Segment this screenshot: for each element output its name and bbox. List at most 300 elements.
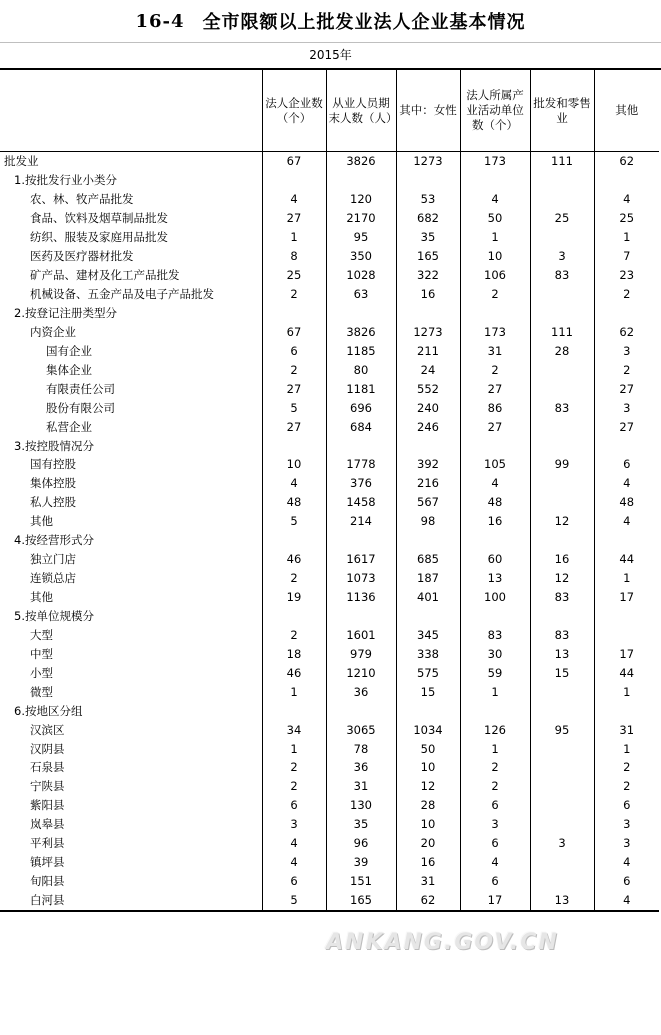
table-row bbox=[0, 834, 659, 853]
table-row bbox=[0, 644, 659, 663]
title-divider bbox=[0, 42, 661, 43]
table-cell: 173 bbox=[460, 152, 530, 171]
table-cell: 35 bbox=[396, 228, 460, 247]
column-header: 其中：女性 bbox=[396, 70, 460, 152]
table-cell: 1136 bbox=[326, 588, 396, 607]
table-cell: 1 bbox=[262, 682, 326, 701]
table-cell: 211 bbox=[396, 341, 460, 360]
table-cell: 6 bbox=[262, 872, 326, 891]
table-cell bbox=[460, 607, 530, 626]
table-row bbox=[0, 758, 659, 777]
table-cell: 1778 bbox=[326, 455, 396, 474]
table-cell: 4 bbox=[460, 853, 530, 872]
row-label: 其他 bbox=[30, 590, 53, 605]
row-label: 内资企业 bbox=[30, 324, 76, 339]
table-cell: 16 bbox=[396, 285, 460, 304]
table-cell: 173 bbox=[460, 322, 530, 341]
table-cell: 67 bbox=[262, 152, 326, 171]
table-cell bbox=[262, 304, 326, 323]
table-cell bbox=[460, 171, 530, 190]
table-cell: 25 bbox=[594, 209, 659, 228]
row-label: 白河县 bbox=[0, 891, 262, 911]
table-cell: 105 bbox=[460, 455, 530, 474]
table-cell: 4 bbox=[594, 190, 659, 209]
table-cell: 53 bbox=[396, 190, 460, 209]
table-cell: 682 bbox=[396, 209, 460, 228]
table-cell: 1034 bbox=[396, 720, 460, 739]
table-cell: 130 bbox=[326, 796, 396, 815]
table-cell: 2 bbox=[460, 285, 530, 304]
table-cell: 83 bbox=[530, 266, 594, 285]
table-cell: 50 bbox=[460, 209, 530, 228]
table-cell: 16 bbox=[530, 550, 594, 569]
table-cell: 59 bbox=[460, 663, 530, 682]
table-cell: 27 bbox=[460, 417, 530, 436]
table-cell: 696 bbox=[326, 398, 396, 417]
table-cell: 1458 bbox=[326, 493, 396, 512]
table-cell: 3065 bbox=[326, 720, 396, 739]
table-cell bbox=[530, 682, 594, 701]
row-label: 紫阳县 bbox=[30, 798, 65, 813]
table-row bbox=[0, 739, 659, 758]
table-cell bbox=[530, 493, 594, 512]
table-row bbox=[0, 190, 659, 209]
row-label: 国有企业 bbox=[46, 343, 92, 358]
table-cell: 83 bbox=[530, 588, 594, 607]
table-cell: 3 bbox=[530, 247, 594, 266]
table-cell bbox=[262, 531, 326, 550]
table-cell: 3 bbox=[530, 834, 594, 853]
row-label: 岚皋县 bbox=[30, 817, 65, 832]
table-cell: 2 bbox=[460, 758, 530, 777]
table-cell: 15 bbox=[530, 663, 594, 682]
table-cell: 5 bbox=[262, 398, 326, 417]
table-row bbox=[0, 455, 659, 474]
table-cell bbox=[326, 171, 396, 190]
table-cell: 126 bbox=[460, 720, 530, 739]
row-label: 其他 bbox=[30, 514, 53, 529]
table-cell: 7 bbox=[594, 247, 659, 266]
table-cell: 13 bbox=[530, 891, 594, 911]
table-cell: 1 bbox=[262, 739, 326, 758]
table-cell: 12 bbox=[530, 512, 594, 531]
table-cell: 17 bbox=[594, 644, 659, 663]
row-label: 集体控股 bbox=[30, 476, 76, 491]
table-cell: 246 bbox=[396, 417, 460, 436]
table-cell: 19 bbox=[262, 588, 326, 607]
table-cell: 2 bbox=[262, 569, 326, 588]
table-row bbox=[0, 266, 659, 285]
table-cell: 4 bbox=[262, 190, 326, 209]
statistics-table bbox=[0, 70, 659, 912]
table-row bbox=[0, 569, 659, 588]
table-row bbox=[0, 152, 659, 171]
table-cell: 27 bbox=[594, 379, 659, 398]
table-cell: 48 bbox=[594, 493, 659, 512]
table-body bbox=[0, 152, 659, 911]
table-cell bbox=[396, 701, 460, 720]
table-cell bbox=[530, 758, 594, 777]
table-cell: 575 bbox=[396, 663, 460, 682]
row-label: 微型 bbox=[30, 684, 53, 699]
table-cell: 39 bbox=[326, 853, 396, 872]
row-label: 集体企业 bbox=[46, 362, 92, 377]
table-cell: 3 bbox=[594, 341, 659, 360]
table-cell: 322 bbox=[396, 266, 460, 285]
table-row bbox=[0, 228, 659, 247]
table-cell: 95 bbox=[530, 720, 594, 739]
table-cell bbox=[594, 171, 659, 190]
table-cell: 10 bbox=[262, 455, 326, 474]
table-cell bbox=[530, 815, 594, 834]
table-cell: 35 bbox=[326, 815, 396, 834]
table-row bbox=[0, 720, 659, 739]
table-cell: 83 bbox=[530, 398, 594, 417]
table-cell: 25 bbox=[262, 266, 326, 285]
table-cell: 6 bbox=[594, 872, 659, 891]
table-row bbox=[0, 171, 659, 190]
row-label: 私人控股 bbox=[30, 495, 76, 510]
table-cell: 2170 bbox=[326, 209, 396, 228]
table-cell: 6 bbox=[262, 341, 326, 360]
table-row bbox=[0, 247, 659, 266]
table-cell: 6 bbox=[262, 796, 326, 815]
table-cell: 12 bbox=[530, 569, 594, 588]
table-row bbox=[0, 341, 659, 360]
table-cell: 83 bbox=[460, 625, 530, 644]
table-cell bbox=[594, 304, 659, 323]
table-cell: 1 bbox=[262, 228, 326, 247]
table-cell: 1273 bbox=[396, 152, 460, 171]
table-cell: 10 bbox=[396, 758, 460, 777]
table-cell: 27 bbox=[262, 379, 326, 398]
table-cell: 3826 bbox=[326, 152, 396, 171]
table-cell: 6 bbox=[460, 834, 530, 853]
table-cell: 46 bbox=[262, 663, 326, 682]
row-label: 机械设备、五金产品及电子产品批发 bbox=[30, 287, 214, 302]
row-label: 国有控股 bbox=[30, 457, 76, 472]
table-cell: 1601 bbox=[326, 625, 396, 644]
column-header: 法人所属产业活动单位数（个） bbox=[460, 70, 530, 152]
table-cell bbox=[530, 417, 594, 436]
table-cell: 401 bbox=[396, 588, 460, 607]
table-cell: 78 bbox=[326, 739, 396, 758]
table-cell bbox=[326, 304, 396, 323]
row-label: 大型 bbox=[30, 627, 53, 642]
table-cell: 12 bbox=[396, 777, 460, 796]
table-cell: 46 bbox=[262, 550, 326, 569]
table-cell: 62 bbox=[594, 152, 659, 171]
table-cell: 6 bbox=[594, 455, 659, 474]
row-label: 批发业 bbox=[4, 154, 39, 169]
table-cell: 83 bbox=[530, 625, 594, 644]
table-cell: 685 bbox=[396, 550, 460, 569]
table-cell: 1 bbox=[594, 228, 659, 247]
table-row bbox=[0, 322, 659, 341]
table-cell bbox=[530, 285, 594, 304]
table-cell: 30 bbox=[460, 644, 530, 663]
table-cell: 111 bbox=[530, 152, 594, 171]
table-cell: 106 bbox=[460, 266, 530, 285]
table-cell: 4 bbox=[594, 853, 659, 872]
table-cell: 34 bbox=[262, 720, 326, 739]
table-row bbox=[0, 285, 659, 304]
table-cell: 27 bbox=[460, 379, 530, 398]
table-cell: 31 bbox=[396, 872, 460, 891]
row-label: 汉滨区 bbox=[30, 722, 65, 737]
table-cell: 1 bbox=[460, 682, 530, 701]
table-cell: 36 bbox=[326, 758, 396, 777]
table-cell: 5 bbox=[262, 512, 326, 531]
row-label: 食品、饮料及烟草制品批发 bbox=[30, 211, 168, 226]
table-cell bbox=[530, 872, 594, 891]
table-cell bbox=[326, 436, 396, 455]
table-cell: 13 bbox=[460, 569, 530, 588]
table-cell bbox=[530, 777, 594, 796]
table-cell bbox=[530, 739, 594, 758]
table-cell: 165 bbox=[326, 891, 396, 911]
table-cell: 2 bbox=[594, 285, 659, 304]
table-cell: 31 bbox=[460, 341, 530, 360]
row-label: 纺织、服装及家庭用品批发 bbox=[30, 230, 168, 245]
table-cell bbox=[460, 531, 530, 550]
table-cell: 3 bbox=[594, 834, 659, 853]
table-row bbox=[0, 872, 659, 891]
table-cell: 979 bbox=[326, 644, 396, 663]
table-cell: 31 bbox=[326, 777, 396, 796]
table-cell: 240 bbox=[396, 398, 460, 417]
table-cell: 2 bbox=[594, 758, 659, 777]
table-cell: 4 bbox=[594, 474, 659, 493]
table-cell: 111 bbox=[530, 322, 594, 341]
table-cell: 1617 bbox=[326, 550, 396, 569]
table-cell bbox=[530, 853, 594, 872]
table-cell bbox=[530, 379, 594, 398]
table-cell bbox=[262, 436, 326, 455]
column-header: 从业人员期末人数（人） bbox=[326, 70, 396, 152]
table-cell bbox=[594, 436, 659, 455]
table-cell: 1 bbox=[594, 569, 659, 588]
table-cell: 96 bbox=[326, 834, 396, 853]
table-number: 16-4 bbox=[135, 10, 185, 32]
title-text: 全市限额以上批发业法人企业基本情况 bbox=[202, 12, 526, 33]
table-cell: 48 bbox=[262, 493, 326, 512]
row-label: 中型 bbox=[30, 646, 53, 661]
table-cell bbox=[530, 607, 594, 626]
table-cell: 4 bbox=[262, 834, 326, 853]
table-cell: 1028 bbox=[326, 266, 396, 285]
table-cell: 151 bbox=[326, 872, 396, 891]
table-cell: 44 bbox=[594, 550, 659, 569]
table-cell: 1073 bbox=[326, 569, 396, 588]
table-cell: 214 bbox=[326, 512, 396, 531]
table-cell: 2 bbox=[262, 758, 326, 777]
table-cell: 2 bbox=[594, 777, 659, 796]
table-cell: 100 bbox=[460, 588, 530, 607]
table-cell: 98 bbox=[396, 512, 460, 531]
table-cell bbox=[326, 607, 396, 626]
table-cell: 31 bbox=[594, 720, 659, 739]
table-cell: 36 bbox=[326, 682, 396, 701]
table-row bbox=[0, 436, 659, 455]
table-cell: 338 bbox=[396, 644, 460, 663]
table-row bbox=[0, 588, 659, 607]
table-cell: 187 bbox=[396, 569, 460, 588]
row-label: 农、林、牧产品批发 bbox=[30, 192, 134, 207]
table-row bbox=[0, 417, 659, 436]
table-cell bbox=[530, 436, 594, 455]
table-cell bbox=[396, 607, 460, 626]
table-cell: 62 bbox=[594, 322, 659, 341]
table-cell bbox=[594, 701, 659, 720]
table-row bbox=[0, 512, 659, 531]
table-cell: 63 bbox=[326, 285, 396, 304]
table-cell: 1210 bbox=[326, 663, 396, 682]
table-row bbox=[0, 777, 659, 796]
table-cell: 13 bbox=[530, 644, 594, 663]
table-cell: 16 bbox=[460, 512, 530, 531]
table-cell: 27 bbox=[262, 417, 326, 436]
table-cell: 4 bbox=[460, 474, 530, 493]
table-cell: 67 bbox=[262, 322, 326, 341]
table-cell: 1 bbox=[460, 739, 530, 758]
header-row bbox=[0, 70, 659, 152]
row-label: 宁陕县 bbox=[30, 779, 65, 794]
table-cell bbox=[530, 360, 594, 379]
table-row bbox=[0, 209, 659, 228]
table-row bbox=[0, 815, 659, 834]
table-cell: 25 bbox=[530, 209, 594, 228]
row-label: 小型 bbox=[30, 665, 53, 680]
table-cell: 2 bbox=[262, 777, 326, 796]
table-cell: 1 bbox=[460, 228, 530, 247]
row-label: 汉阴县 bbox=[30, 741, 65, 756]
table-cell: 44 bbox=[594, 663, 659, 682]
table-cell: 2 bbox=[460, 777, 530, 796]
table-row bbox=[0, 304, 659, 323]
table-cell bbox=[530, 171, 594, 190]
table-cell: 4 bbox=[262, 474, 326, 493]
table-row bbox=[0, 663, 659, 682]
table-cell: 216 bbox=[396, 474, 460, 493]
table-cell: 28 bbox=[396, 796, 460, 815]
table-cell bbox=[530, 474, 594, 493]
column-header bbox=[0, 70, 262, 152]
table-row bbox=[0, 474, 659, 493]
table-cell bbox=[530, 228, 594, 247]
row-label: 石泉县 bbox=[30, 760, 65, 775]
table-cell bbox=[396, 171, 460, 190]
table-cell bbox=[460, 304, 530, 323]
column-header: 其他 bbox=[594, 70, 659, 152]
table-row bbox=[0, 360, 659, 379]
table-cell: 48 bbox=[460, 493, 530, 512]
table-cell: 1 bbox=[594, 682, 659, 701]
table-cell bbox=[396, 436, 460, 455]
table-cell: 2 bbox=[594, 360, 659, 379]
table-cell bbox=[396, 304, 460, 323]
table-cell: 4 bbox=[594, 891, 659, 911]
table-cell bbox=[530, 304, 594, 323]
table-cell: 10 bbox=[396, 815, 460, 834]
table-cell: 4 bbox=[262, 853, 326, 872]
table-cell: 3826 bbox=[326, 322, 396, 341]
column-header: 批发和零售业 bbox=[530, 70, 594, 152]
table-cell: 1185 bbox=[326, 341, 396, 360]
table-cell: 3 bbox=[594, 398, 659, 417]
table-cell: 1181 bbox=[326, 379, 396, 398]
table-cell: 2 bbox=[460, 360, 530, 379]
table-cell: 17 bbox=[594, 588, 659, 607]
row-label: 矿产品、建材及化工产品批发 bbox=[30, 268, 180, 283]
row-label: 股份有限公司 bbox=[46, 400, 115, 415]
table-cell: 392 bbox=[396, 455, 460, 474]
row-label: 3.按控股情况分 bbox=[14, 438, 94, 453]
table-cell bbox=[530, 701, 594, 720]
row-label: 平利县 bbox=[30, 836, 65, 851]
year-label: 2015年 bbox=[309, 48, 352, 62]
table-cell: 6 bbox=[460, 796, 530, 815]
table-cell: 5 bbox=[262, 891, 326, 911]
table-cell: 165 bbox=[396, 247, 460, 266]
watermark: ANKANG.GOV.CN bbox=[326, 930, 559, 955]
row-label: 旬阳县 bbox=[30, 874, 65, 889]
table-cell: 3 bbox=[262, 815, 326, 834]
table-cell: 20 bbox=[396, 834, 460, 853]
table-cell: 99 bbox=[530, 455, 594, 474]
table-row bbox=[0, 398, 659, 417]
table-cell: 50 bbox=[396, 739, 460, 758]
table-cell: 18 bbox=[262, 644, 326, 663]
row-label: 1.按批发行业小类分 bbox=[14, 173, 117, 188]
table-cell: 4 bbox=[594, 512, 659, 531]
table-cell: 24 bbox=[396, 360, 460, 379]
row-label: 2.按登记注册类型分 bbox=[14, 305, 117, 320]
table-cell bbox=[262, 607, 326, 626]
table-cell: 4 bbox=[460, 190, 530, 209]
row-label: 4.按经营形式分 bbox=[14, 533, 94, 548]
table-cell: 684 bbox=[326, 417, 396, 436]
table-cell: 3 bbox=[460, 815, 530, 834]
table-cell bbox=[594, 625, 659, 644]
table-cell: 95 bbox=[326, 228, 396, 247]
table-row bbox=[0, 796, 659, 815]
table-cell bbox=[594, 531, 659, 550]
table-cell: 552 bbox=[396, 379, 460, 398]
table-cell: 345 bbox=[396, 625, 460, 644]
table-cell bbox=[326, 701, 396, 720]
table-cell: 120 bbox=[326, 190, 396, 209]
table-cell bbox=[460, 701, 530, 720]
table-cell bbox=[326, 531, 396, 550]
table-cell: 23 bbox=[594, 266, 659, 285]
table-cell: 1 bbox=[594, 739, 659, 758]
table-cell: 15 bbox=[396, 682, 460, 701]
table-cell: 6 bbox=[594, 796, 659, 815]
table-cell: 16 bbox=[396, 853, 460, 872]
table-cell bbox=[530, 531, 594, 550]
row-label: 连锁总店 bbox=[30, 571, 76, 586]
table-row bbox=[0, 891, 659, 911]
row-label: 镇坪县 bbox=[30, 855, 65, 870]
table-cell: 86 bbox=[460, 398, 530, 417]
table-cell: 2 bbox=[262, 285, 326, 304]
table-cell bbox=[594, 607, 659, 626]
row-label: 有限责任公司 bbox=[46, 381, 115, 396]
table-cell bbox=[460, 436, 530, 455]
table-cell: 17 bbox=[460, 891, 530, 911]
table-cell bbox=[262, 701, 326, 720]
